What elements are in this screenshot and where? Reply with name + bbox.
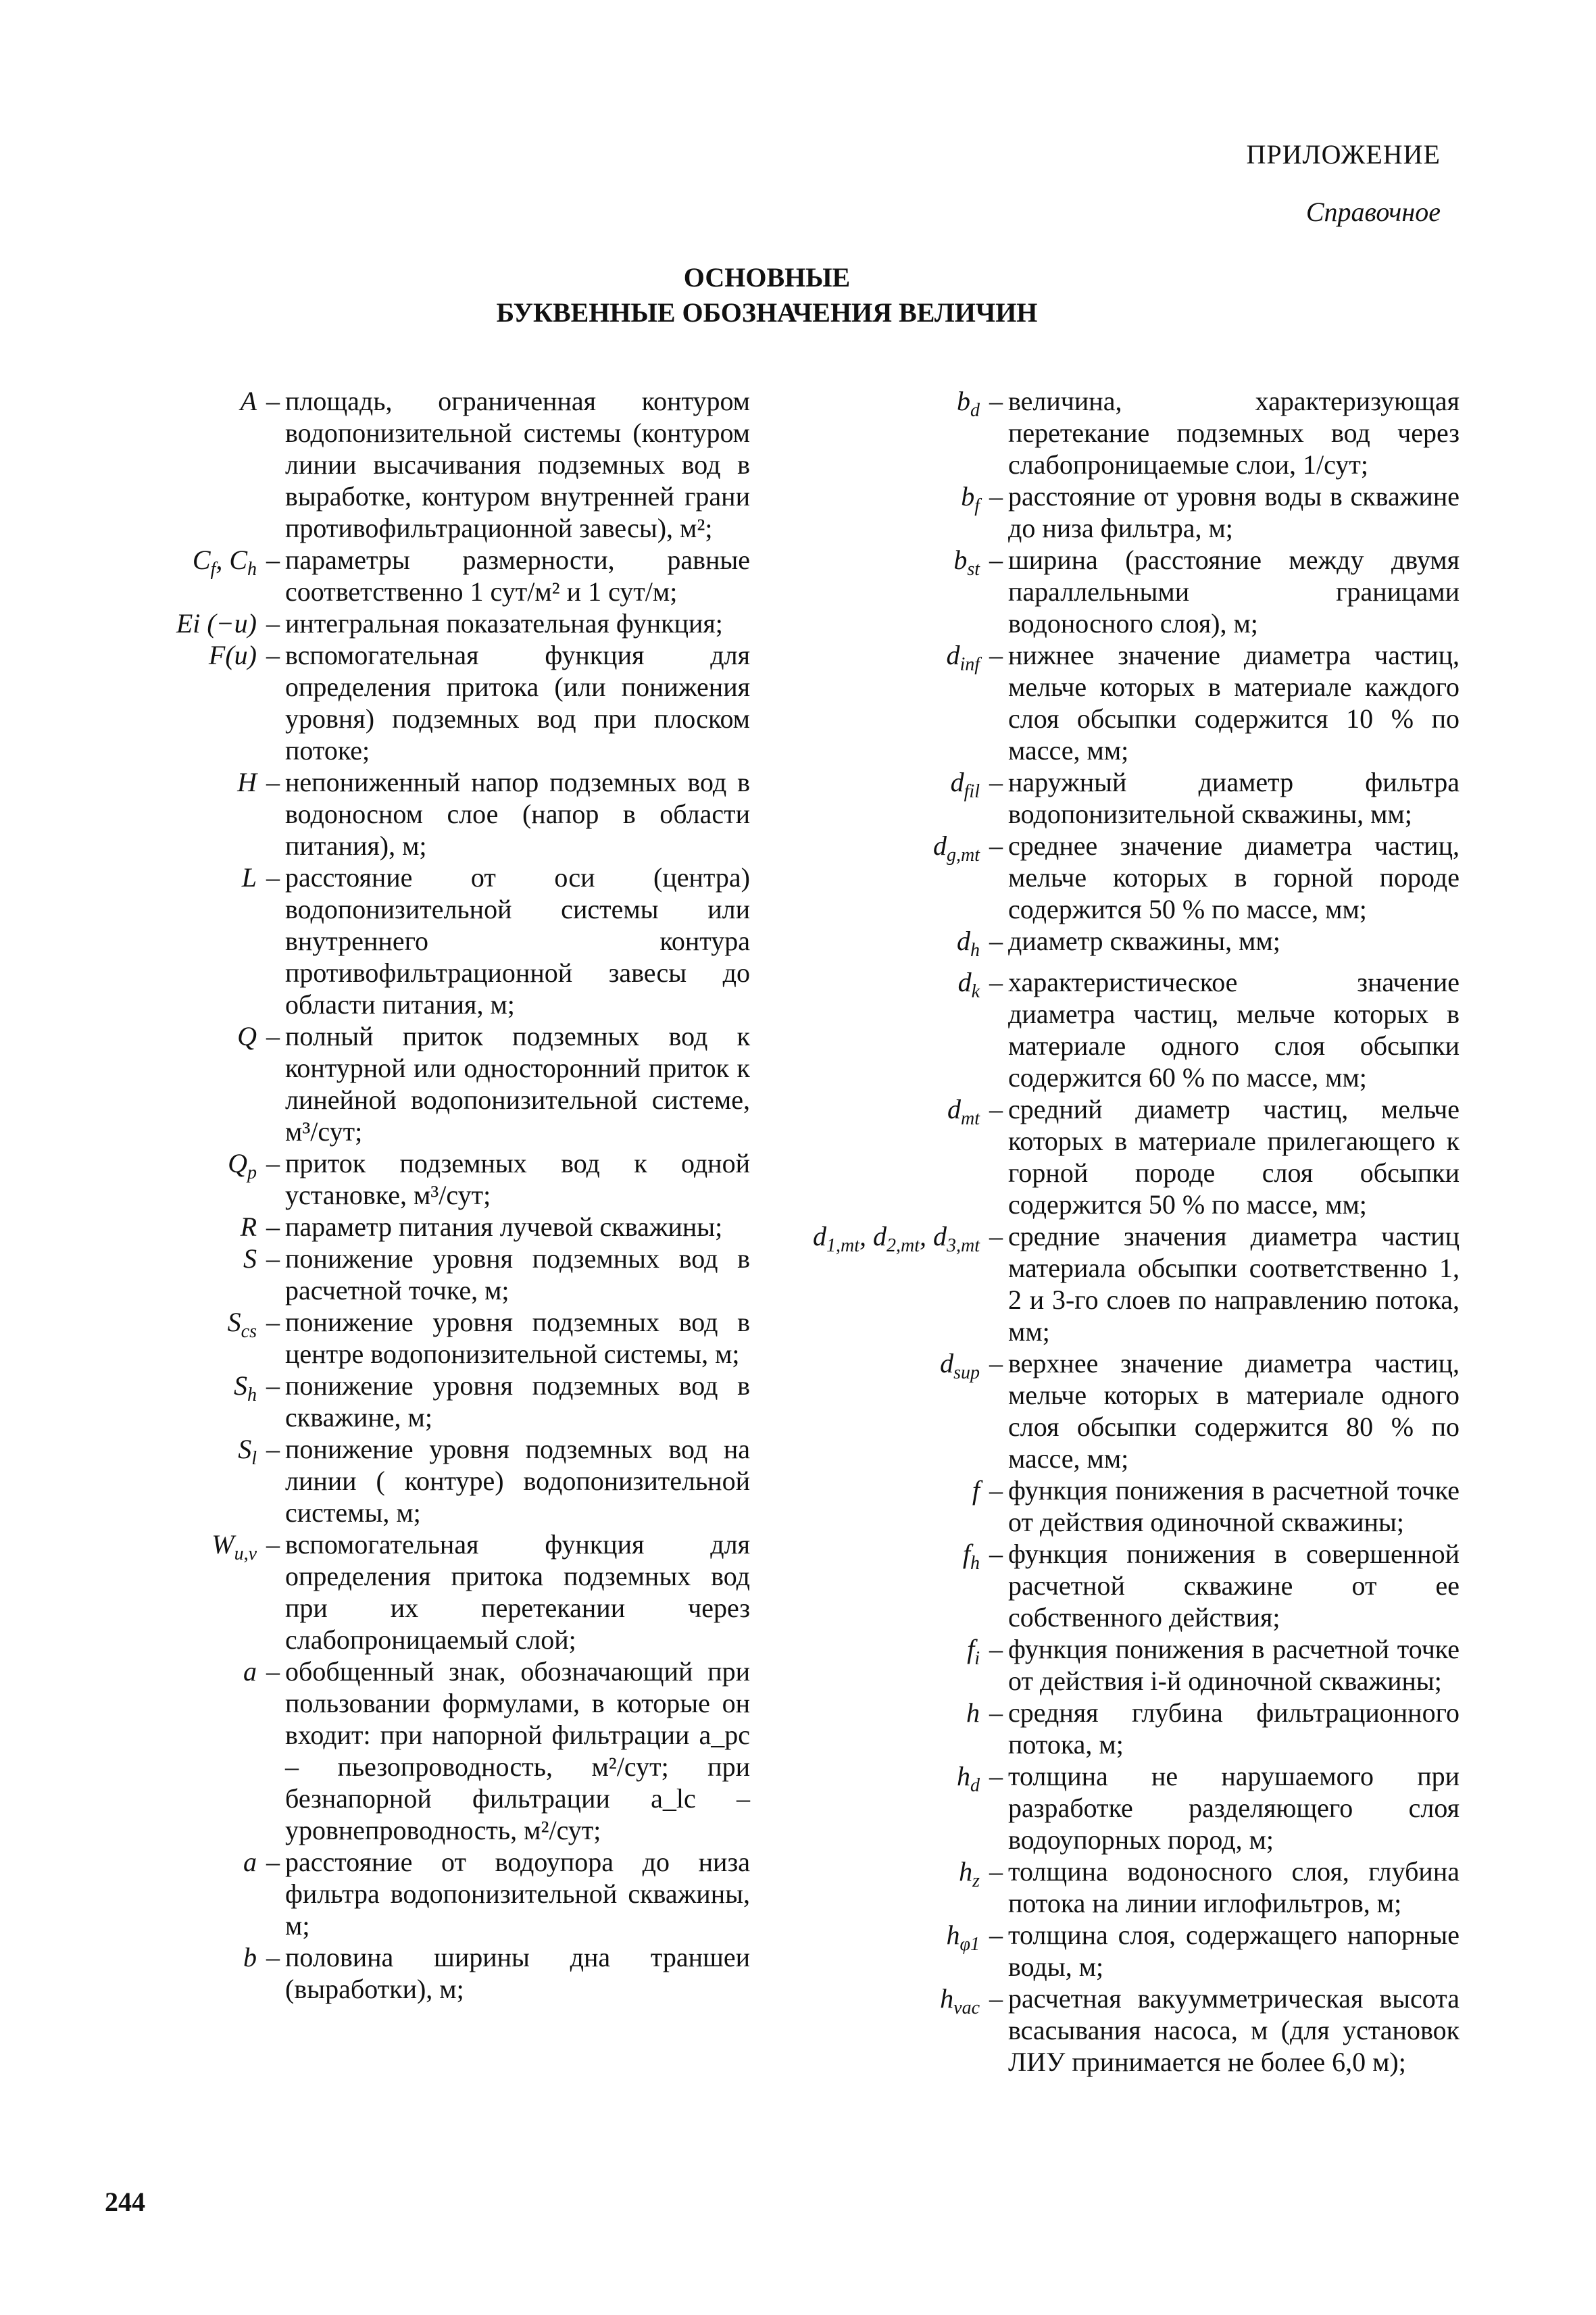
- notation-symbol: $d_{1,mt}$, $d_{2,mt}$, $d_{3,mt}$: [813, 1221, 980, 1256]
- notation-symbol: $h_{vac}$: [940, 1983, 980, 2018]
- notation-definition: площадь, ограниченная контуром водопонизительной системы (контуром линии высачивания подземных вод в выработке, контуром внутренней грани противофильтрационной завесы), м²;: [285, 386, 750, 543]
- notation-dash: –: [989, 1920, 1003, 1950]
- notation-dash: –: [989, 481, 1003, 512]
- notation-symbol: R: [240, 1212, 257, 1242]
- notation-definition: приток подземных вод к одной установке, м³/сут;: [285, 1148, 750, 1210]
- notation-entry: [797, 830, 1460, 925]
- notation-symbol: f: [972, 1475, 980, 1505]
- notation-definition: функция понижения в совершенной расчетной скважине от ее собственного действия;: [1008, 1539, 1460, 1633]
- notation-symbol: A: [240, 386, 257, 416]
- notation-symbol: $f_i$: [967, 1634, 980, 1669]
- reference-label: Справочное: [1305, 197, 1441, 227]
- notation-entry: [155, 862, 750, 1020]
- notation-definition: функция понижения в расчетной точке от действия i-й одиночной скважины;: [1008, 1634, 1460, 1696]
- notation-entry: [797, 1697, 1460, 1760]
- notation-symbol: $d_{mt}$: [947, 1094, 980, 1129]
- left-column: [155, 385, 750, 2005]
- notation-symbol: $d_h$: [957, 926, 980, 961]
- notation-entry: [155, 1147, 750, 1211]
- notation-definition: обобщенный знак, обозначающий при пользовании формулами, в которые он входит: при напорной фильтрации a_pc – пьезопроводность, м²/сут; при безнапорной фильтрации a_lc – уровнепроводность, м²/сут;: [285, 1656, 750, 1845]
- notation-definition: непониженный напор подземных вод в водоносном слое (напор в области питания), м;: [285, 767, 750, 861]
- notation-symbol: $C_f$, $C_h$: [192, 545, 257, 580]
- notation-dash: –: [989, 1856, 1003, 1887]
- notation-dash: –: [266, 767, 280, 797]
- notation-definition: характеристическое значение диаметра частиц, мельче которых в материале одного слоя обсыпки содержится 60 % по массе, мм;: [1008, 967, 1460, 1093]
- notation-entry: [797, 925, 1460, 966]
- notation-symbol: $b_{st}$: [953, 545, 980, 580]
- notation-entry: [797, 1538, 1460, 1633]
- notation-entry: [797, 385, 1460, 480]
- notation-dash: –: [266, 1307, 280, 1337]
- notation-definition: величина, характеризующая перетекание подземных вод через слабопроницаемые слои, 1/сут;: [1008, 386, 1460, 480]
- notation-entry: [155, 1243, 750, 1306]
- notation-dash: –: [266, 1942, 280, 1972]
- notation-definition: толщина водоносного слоя, глубина потока на линии иглофильтров, м;: [1008, 1856, 1460, 1918]
- notation-dash: –: [989, 967, 1003, 997]
- notation-dash: –: [266, 1434, 280, 1464]
- notation-dash: –: [989, 1634, 1003, 1664]
- notation-dash: –: [266, 1370, 280, 1401]
- notation-definition: расчетная вакуумметрическая высота всасывания насоса, м (для установок ЛИУ принимается не более 6,0 м);: [1008, 1983, 1460, 2077]
- notation-symbol: $b_d$: [957, 386, 980, 421]
- notation-dash: –: [989, 1094, 1003, 1124]
- notation-dash: –: [266, 386, 280, 416]
- notation-symbol: S: [243, 1243, 257, 1274]
- notation-definition: расстояние от уровня воды в скважине до низа фильтра, м;: [1008, 481, 1460, 543]
- notation-symbol: $d_{fil}$: [950, 767, 980, 802]
- notation-symbol: $S_{cs}$: [227, 1307, 257, 1342]
- notation-symbol: Ei (−u): [176, 608, 257, 639]
- notation-symbol: H: [237, 767, 257, 797]
- notation-definition: ширина (расстояние между двумя параллельными границами водоносного слоя), м;: [1008, 545, 1460, 639]
- notation-definition: толщина слоя, содержащего напорные воды, м;: [1008, 1920, 1460, 1982]
- notation-dash: –: [989, 1697, 1003, 1728]
- notation-symbol: $h_{\varphi 1}$: [946, 1920, 980, 1955]
- notation-symbol: F(u): [208, 640, 257, 670]
- notation-symbol: $d_{inf}$: [946, 640, 980, 675]
- notation-definition: понижение уровня подземных вод в расчетной точке, м;: [285, 1243, 750, 1305]
- notation-definition: параметр питания лучевой скважины;: [285, 1212, 723, 1242]
- notation-dash: –: [989, 386, 1003, 416]
- notation-definition: среднее значение диаметра частиц, мельче которых в горной породе содержится 50 % по массе, мм;: [1008, 830, 1460, 924]
- notation-symbol: $W_{u,v}$: [211, 1529, 257, 1564]
- notation-entry: [797, 1474, 1460, 1538]
- notation-entry: [797, 480, 1460, 544]
- notation-entry: [155, 639, 750, 766]
- notation-entry: [797, 1983, 1460, 2078]
- notation-dash: –: [266, 1529, 280, 1560]
- notation-entry: [155, 1941, 750, 2005]
- notation-symbol: $d_{g,mt}$: [933, 830, 980, 866]
- notation-entry: [797, 1760, 1460, 1856]
- notation-symbol: h: [966, 1697, 980, 1728]
- notation-definition: полный приток подземных вод к контурной или односторонний приток к линейной водопонизительной системе, м³/сут;: [285, 1021, 750, 1147]
- title-line-2: БУКВЕННЫЕ ОБОЗНАЧЕНИЯ ВЕЛИЧИН: [496, 297, 1038, 328]
- notation-dash: –: [989, 1475, 1003, 1505]
- notation-definition: толщина не нарушаемого при разработке разделяющего слоя водоупорных пород, м;: [1008, 1761, 1460, 1855]
- title-line-1: ОСНОВНЫЕ: [683, 262, 851, 293]
- notation-symbol: L: [241, 862, 257, 893]
- notation-definition: вспомогательная функция для определения притока (или понижения уровня) подземных вод при плоском потоке;: [285, 640, 750, 766]
- notation-definition: средняя глубина фильтрационного потока, м;: [1008, 1697, 1460, 1760]
- notation-symbol: $h_z$: [959, 1856, 980, 1891]
- page-title: [0, 260, 1534, 330]
- notation-dash: –: [266, 1148, 280, 1178]
- notation-dash: –: [266, 1243, 280, 1274]
- notation-definition: понижение уровня подземных вод на линии ( контуре) водопонизительной системы, м;: [285, 1434, 750, 1528]
- notation-entry: [797, 1919, 1460, 1983]
- notation-definition: диаметр скважины, мм;: [1008, 926, 1280, 956]
- notation-dash: –: [266, 1847, 280, 1877]
- notation-definition: наружный диаметр фильтра водопонизительной скважины, мм;: [1008, 767, 1460, 829]
- notation-definition: средний диаметр частиц, мельче которых в материале прилегающего к горной породе слоя обсыпки содержится 50 % по массе, мм;: [1008, 1094, 1460, 1220]
- notation-symbol: $S_l$: [238, 1434, 257, 1469]
- notation-entry: [797, 1856, 1460, 1919]
- notation-definition: параметры размерности, равные соответственно 1 сут/м² и 1 сут/м;: [285, 545, 750, 607]
- notation-entry: [155, 1211, 750, 1243]
- notation-entry: [797, 766, 1460, 830]
- notation-dash: –: [989, 1221, 1003, 1251]
- notation-dash: –: [989, 1761, 1003, 1791]
- notation-dash: –: [266, 640, 280, 670]
- notation-entry: [155, 544, 750, 607]
- notation-symbol: Q: [237, 1021, 257, 1051]
- notation-dash: –: [266, 545, 280, 575]
- notation-entry: [155, 607, 750, 639]
- notation-symbol: $b_f$: [961, 481, 980, 516]
- notation-symbol: $d_{sup}$: [940, 1348, 980, 1383]
- notation-entry: [797, 1220, 1460, 1347]
- notation-symbol: $h_d$: [957, 1761, 980, 1796]
- notation-definition: расстояние от оси (центра) водопонизительной системы или внутреннего контура противофильтрационной завесы до области питания, м;: [285, 862, 750, 1020]
- notation-dash: –: [989, 926, 1003, 956]
- notation-definition: средние значения диаметра частиц материала обсыпки соответственно 1, 2 и 3-го слоев по направлению потока, мм;: [1008, 1221, 1460, 1347]
- notation-entry: [155, 385, 750, 544]
- notation-symbol: a: [243, 1847, 257, 1877]
- notation-dash: –: [989, 640, 1003, 670]
- notation-dash: –: [989, 830, 1003, 861]
- notation-symbol: b: [243, 1942, 257, 1972]
- notation-entry: [797, 1633, 1460, 1697]
- notation-definition: вспомогательная функция для определения притока подземных вод при их перетекании через слабопроницаемый слой;: [285, 1529, 750, 1655]
- notation-entry: [797, 544, 1460, 639]
- notation-dash: –: [266, 1212, 280, 1242]
- notation-definition: интегральная показательная функция;: [285, 608, 723, 639]
- notation-entry: [797, 1093, 1460, 1220]
- notation-dash: –: [989, 545, 1003, 575]
- notation-dash: –: [989, 1348, 1003, 1378]
- notation-entry: [155, 1433, 750, 1528]
- notation-dash: –: [989, 1539, 1003, 1569]
- notation-definition: верхнее значение диаметра частиц, мельче которых в материале одного слоя обсыпки содержится 80 % по массе, мм;: [1008, 1348, 1460, 1474]
- notation-symbol: $Q_p$: [228, 1148, 257, 1183]
- notation-dash: –: [266, 1656, 280, 1687]
- notation-entry: [155, 1370, 750, 1433]
- notation-entry: [155, 1656, 750, 1846]
- notation-entry: [155, 1528, 750, 1656]
- right-column: [797, 385, 1460, 2078]
- notation-entry: [155, 1306, 750, 1370]
- page-number: 244: [105, 2187, 145, 2217]
- notation-entry: [155, 1020, 750, 1147]
- notation-definition: половина ширины дна траншеи (выработки), м;: [285, 1942, 750, 2004]
- notation-entry: [797, 1347, 1460, 1474]
- notation-symbol: $f_h$: [962, 1539, 980, 1574]
- notation-symbol: $d_k$: [957, 967, 980, 1002]
- notation-definition: нижнее значение диаметра частиц, мельче которых в материале каждого слоя обсыпки содержится 10 % по массе, мм;: [1008, 640, 1460, 766]
- notation-dash: –: [266, 1021, 280, 1051]
- notation-symbol: $S_h$: [234, 1370, 257, 1405]
- notation-dash: –: [266, 608, 280, 639]
- notation-symbol: a: [243, 1656, 257, 1687]
- notation-entry: [797, 639, 1460, 766]
- notation-definition: понижение уровня подземных вод в центре водопонизительной системы, м;: [285, 1307, 750, 1369]
- notation-definition: расстояние от водоупора до низа фильтра водопонизительной скважины, м;: [285, 1847, 750, 1941]
- notation-entry: [155, 766, 750, 862]
- notation-definition: понижение уровня подземных вод в скважине, м;: [285, 1370, 750, 1433]
- notation-entry: [155, 1846, 750, 1941]
- notation-entry: [797, 966, 1460, 1093]
- notation-dash: –: [266, 862, 280, 893]
- appendix-label: ПРИЛОЖЕНИЕ: [1246, 139, 1441, 170]
- notation-definition: функция понижения в расчетной точке от действия одиночной скважины;: [1008, 1475, 1460, 1537]
- notation-dash: –: [989, 767, 1003, 797]
- notation-dash: –: [989, 1983, 1003, 2014]
